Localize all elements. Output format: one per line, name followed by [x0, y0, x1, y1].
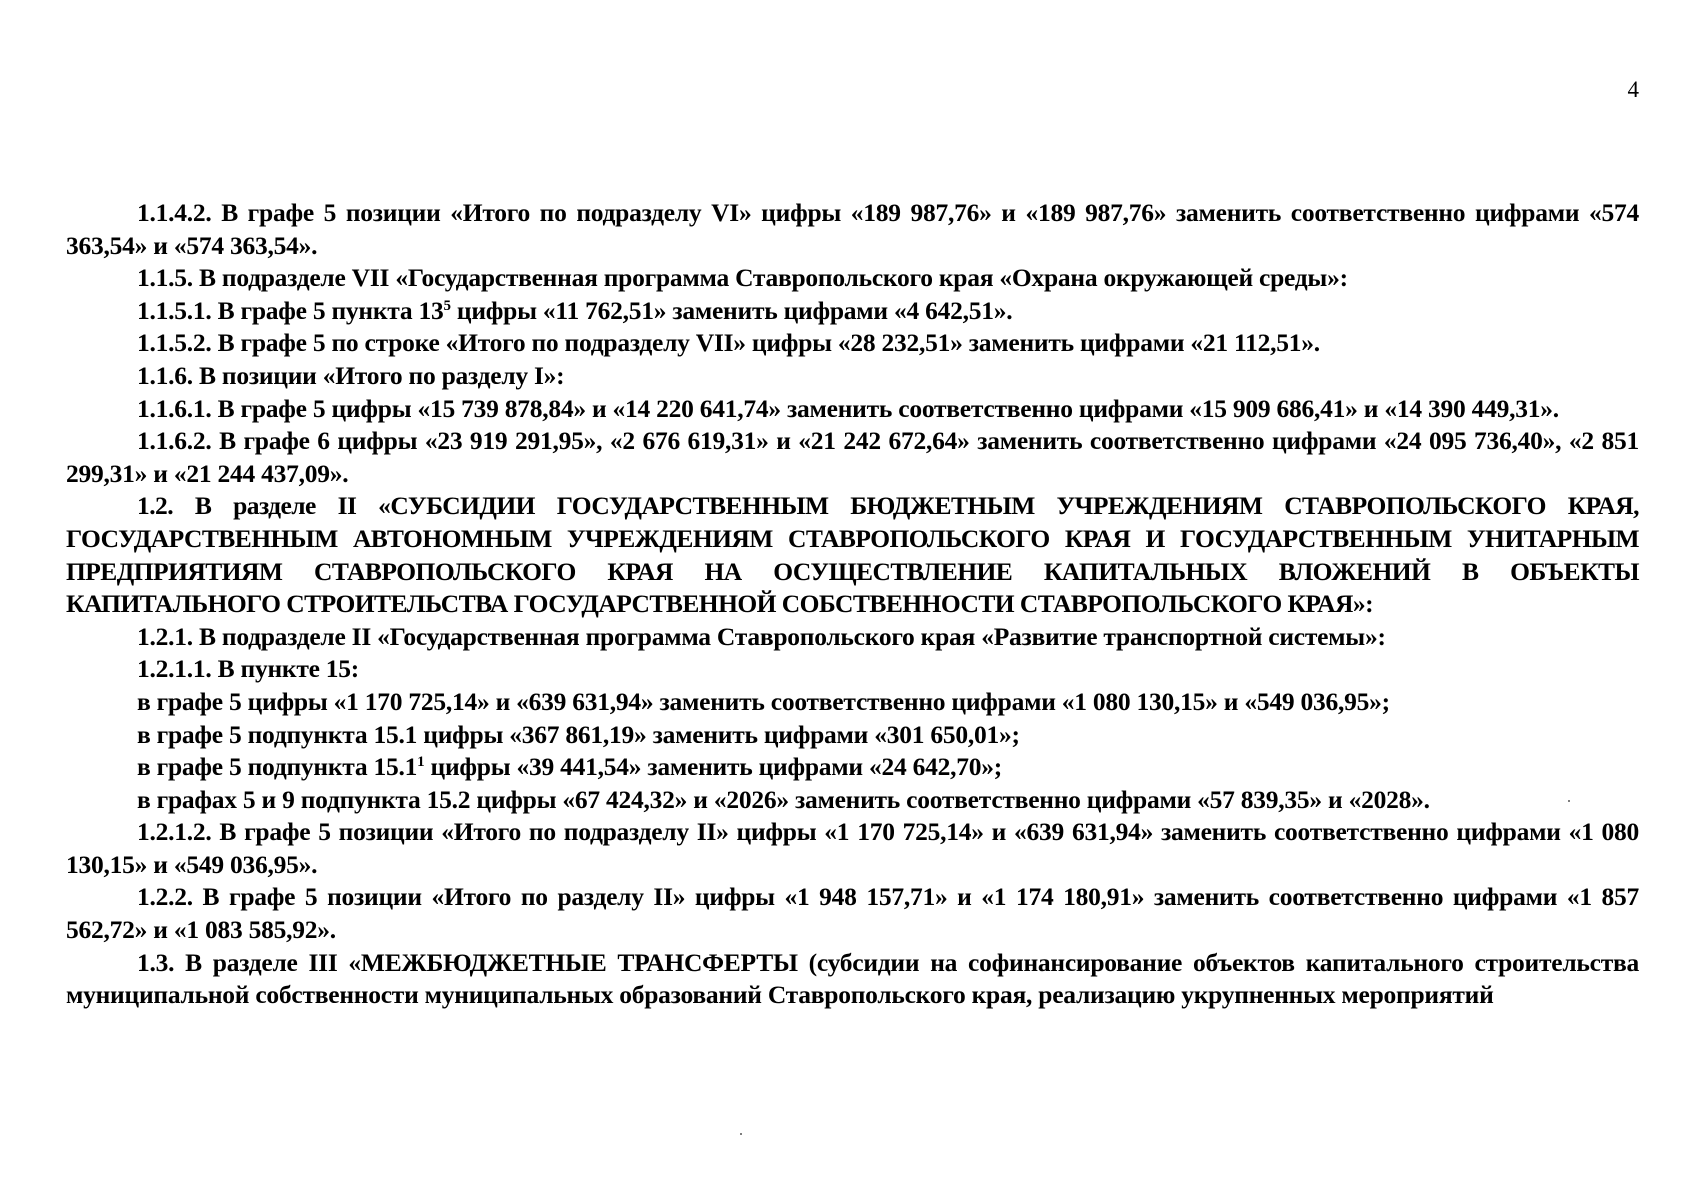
scan-speck [740, 1133, 742, 1135]
superscript: 1 [417, 754, 425, 771]
text-segment: цифры «11 762,51» заменить цифрами «4 642,51». [450, 295, 1013, 325]
paragraph-1-1-4-2: 1.1.4.2. В графе 5 позиции «Итого по подразделу VI» цифры «189 987,76» и «189 987,76» заменить соответственно цифрами «574 363,54» и «574 363,54». [66, 198, 1639, 260]
item-15-1-1 [66, 751, 1639, 784]
paragraph-1-2-1: 1.2.1. В подразделе II «Государственная программа Ставропольского края «Развитие транспортной системы»: [137, 621, 1386, 651]
item-15-1: в графе 5 подпункта 15.1 цифры «367 861,19» заменить цифрами «301 650,01»; [137, 719, 1020, 749]
item-15: в графе 5 цифры «1 170 725,14» и «639 631,94» заменить соответственно цифрами «1 080 130,15» и «549 036,95»; [137, 686, 1390, 716]
item-15-2: в графах 5 и 9 подпункта 15.2 цифры «67 424,32» и «2026» заменить соответственно цифрами «57 839,35» и «2028». [137, 784, 1430, 814]
document-body [66, 197, 1639, 1012]
paragraph-1-1-5: 1.1.5. В подразделе VII «Государственная программа Ставропольского края «Охрана окружающей среды»: [137, 263, 1348, 293]
paragraph-1-2: 1.2. В разделе II «СУБСИДИИ ГОСУДАРСТВЕННЫМ БЮДЖЕТНЫМ УЧРЕЖДЕНИЯМ СТАВРОПОЛЬСКОГО КРАЯ, ГОСУДАРСТВЕННЫМ АВТОНОМНЫМ УЧРЕЖДЕНИЯМ СТАВРОПОЛЬСКОГО КРАЯ И ГОСУДАРСТВЕННЫМ УНИТАРНЫМ ПРЕДПРИЯТИЯМ СТАВРОПОЛЬСКОГО КРАЯ НА ОСУЩЕСТВЛЕНИЕ КАПИТАЛЬНЫХ ВЛОЖЕНИЙ В ОБЪЕКТЫ КАПИТАЛЬНОГО СТРОИТЕЛЬСТВА ГОСУДАРСТВЕННОЙ СОБСТВЕННОСТИ СТАВРОПОЛЬСКОГО КРАЯ»: [66, 491, 1639, 619]
paragraph-1-1-5-2: 1.1.5.2. В графе 5 по строке «Итого по подразделу VII» цифры «28 232,51» заменить цифрами «21 112,51». [137, 328, 1320, 358]
superscript: 5 [443, 297, 451, 314]
text-segment: 1.1.5.1. В графе 5 пункта 13 [137, 295, 444, 325]
paragraph-1-3: 1.3. В разделе III «МЕЖБЮДЖЕТНЫЕ ТРАНСФЕРТЫ (субсидии на софинансирование объектов капитального строительства муниципальной собственности муниципальных образований Ставропольского края, реализацию укрупненных мероприятий [66, 947, 1639, 1010]
paragraph-1-2-2: 1.2.2. В графе 5 позиции «Итого по разделу II» цифры «1 948 157,71» и «1 174 180,91» заменить соответственно цифрами «1 857 562,72» и «1 083 585,92». [66, 882, 1639, 945]
paragraph-1-1-6-2: 1.1.6.2. В графе 6 цифры «23 919 291,95», «2 676 619,31» и «21 242 672,64» заменить соответственно цифрами «24 095 736,40», «2 851 299,31» и «21 244 437,09». [66, 426, 1639, 488]
text-segment: в графе 5 подпункта 15.1 [137, 752, 418, 782]
paragraph-1-1-6: 1.1.6. В позиции «Итого по разделу I»: [137, 360, 565, 390]
text-segment: цифры «39 441,54» заменить цифрами «24 642,70»; [424, 752, 1002, 782]
page-number: 4 [1627, 77, 1639, 102]
paragraph-1-2-1-1: 1.2.1.1. В пункте 15: [137, 654, 360, 684]
paragraph-1-1-6-1: 1.1.6.1. В графе 5 цифры «15 739 878,84» и «14 220 641,74» заменить соответственно цифрами «15 909 686,41» и «14 390 449,31». [137, 393, 1559, 423]
paragraph-1-2-1-2: 1.2.1.2. В графе 5 позиции «Итого по подразделу II» цифры «1 170 725,14» и «639 631,94» заменить соответственно цифрами «1 080 130,15» и «549 036,95». [66, 817, 1639, 879]
paragraph-1-1-5-1 [66, 295, 1639, 328]
scan-speck [1568, 800, 1570, 802]
